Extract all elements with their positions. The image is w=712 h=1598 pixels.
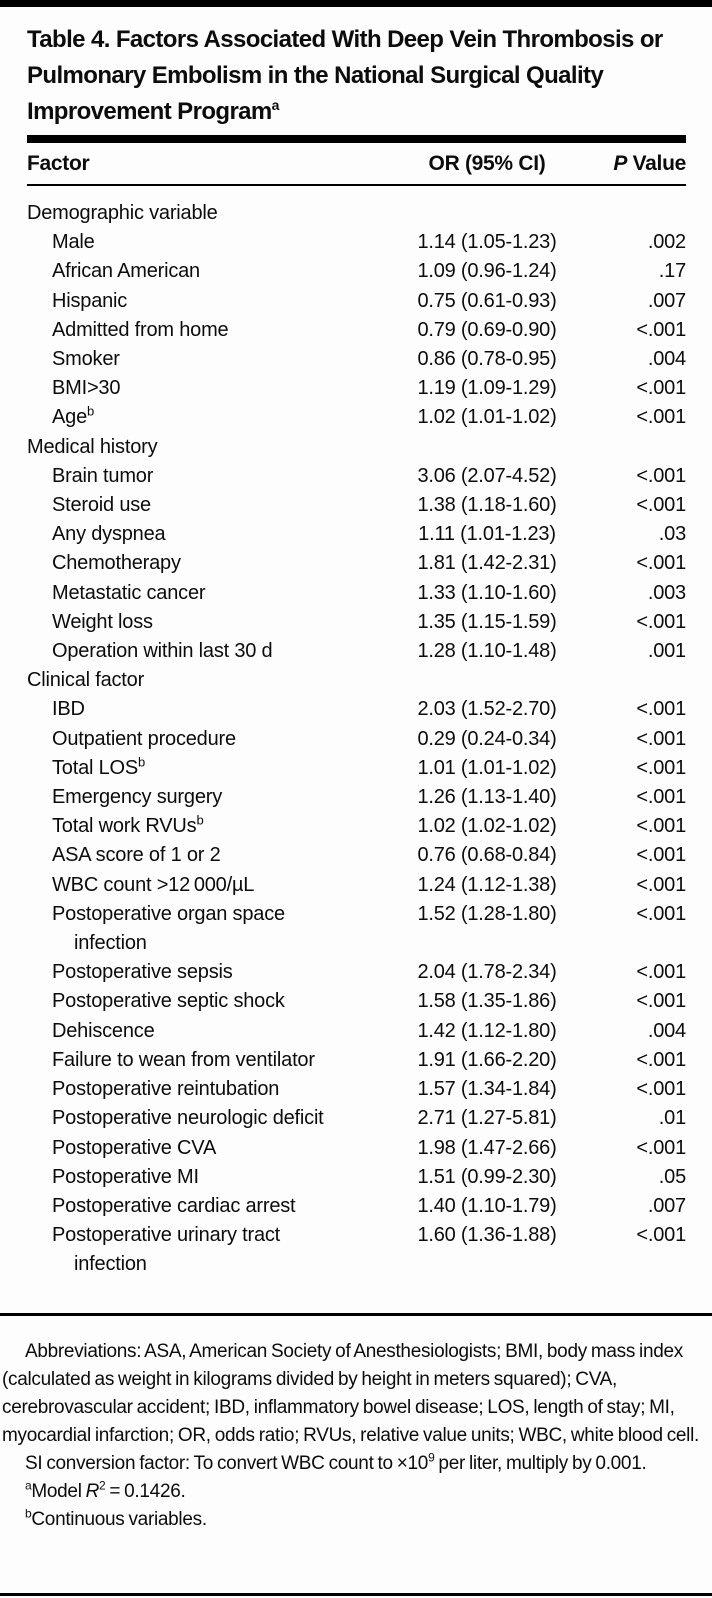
- table-row: [0, 287, 686, 316]
- p-value-cell: <.001: [636, 1078, 686, 1101]
- factor-cell: [0, 520, 380, 549]
- factor-label: Postoperative urinary tract: [52, 1224, 281, 1247]
- factor-cell: [0, 316, 380, 345]
- or-ci-cell: 1.57 (1.34-1.84): [417, 1078, 557, 1101]
- footnote-b-text: Continuous variables.: [31, 1509, 207, 1530]
- table-row: [0, 754, 686, 783]
- footnote-a-value: = 0.1426.: [105, 1481, 186, 1502]
- section-header-row: [0, 666, 686, 695]
- p-value-cell: <.001: [636, 464, 686, 487]
- factor-label: Demographic variable: [27, 202, 218, 224]
- abbreviations-note: Abbreviations: ASA, American Society of Anesthesiologists; BMI, body mass index (calculated as weight in kilograms divided by height in meters squared); CVA, cerebrovascular accident; IBD, inflammatory bowel disease; LOS, length of stay; MI, myocardial infarction; OR, odds ratio; RVUs, relative value units; WBC, white blood cell.: [2, 1341, 699, 1446]
- si-note-exponent: 9: [428, 1450, 435, 1465]
- factor-cell: [0, 637, 380, 666]
- factor-label: African American: [52, 260, 200, 283]
- factor-label: Postoperative sepsis: [52, 961, 233, 984]
- or-ci-cell: 3.06 (2.07-4.52): [417, 464, 557, 487]
- or-ci-cell: 1.28 (1.10-1.48): [417, 640, 557, 663]
- factor-label: Postoperative organ space: [52, 902, 285, 925]
- table-row: [0, 1134, 686, 1163]
- p-value-cell: <.001: [636, 1048, 686, 1071]
- table-row: [0, 1221, 686, 1279]
- p-value-cell: <.001: [636, 844, 686, 867]
- factor-cell: [0, 345, 380, 374]
- p-value-cell: .002: [647, 231, 686, 254]
- p-value-cell: <.001: [636, 873, 686, 896]
- table-row: [0, 1017, 686, 1046]
- p-value-cell: <.001: [636, 902, 686, 925]
- factor-cell: [0, 257, 380, 286]
- or-ci-cell: 2.04 (1.78-2.34): [417, 961, 557, 984]
- factor-label: Age: [52, 406, 87, 429]
- column-header-factor: Factor: [27, 151, 90, 175]
- factor-label: Postoperative CVA: [52, 1136, 217, 1159]
- factor-label: Smoker: [52, 348, 120, 371]
- table-body: [0, 186, 712, 1280]
- table-title-footnote-marker: a: [271, 97, 279, 113]
- factor-label: Medical history: [27, 435, 158, 458]
- or-ci-cell: 2.03 (1.52-2.70): [417, 698, 557, 721]
- factor-cell: [0, 987, 380, 1016]
- factor-label: Hispanic: [52, 289, 128, 312]
- factor-cell: [0, 1163, 380, 1192]
- table-row: [0, 1046, 686, 1075]
- table-row: [0, 491, 686, 520]
- factor-cell: [0, 1221, 380, 1279]
- table-row: [0, 695, 686, 724]
- p-value-cell: <.001: [636, 494, 686, 517]
- footnote-a-text: Model: [31, 1481, 86, 1502]
- column-header-p-value: [594, 152, 686, 176]
- factor-label: Chemotherapy: [52, 552, 181, 575]
- or-ci-cell: 1.38 (1.18-1.60): [417, 494, 557, 517]
- or-ci-cell: 1.35 (1.15-1.59): [417, 610, 557, 633]
- p-value-cell: .004: [647, 1019, 686, 1042]
- factor-footnote-marker: b: [138, 754, 146, 770]
- table-title-text: Table 4. Factors Associated With Deep Vein Thrombosis or Pulmonary Embolism in the National Surgical Quality Improvement Program: [27, 26, 663, 125]
- factor-cell: [0, 579, 380, 608]
- factor-label: Total LOS: [52, 756, 139, 779]
- or-ci-cell: 1.60 (1.36-1.88): [417, 1224, 557, 1247]
- table-row: [0, 900, 686, 958]
- factor-cell: [0, 491, 380, 520]
- table-row: [0, 841, 686, 870]
- factor-label: Metastatic cancer: [52, 581, 206, 604]
- or-ci-cell: 1.11 (1.01-1.23): [418, 523, 556, 546]
- p-value-cell: <.001: [636, 815, 686, 838]
- section-header-row: [0, 433, 686, 462]
- p-value-cell: <.001: [636, 1136, 686, 1159]
- p-value-cell: <.001: [636, 727, 686, 750]
- factor-label: Failure to wean from ventilator: [52, 1048, 315, 1071]
- factor-label: Admitted from home: [52, 318, 229, 341]
- table-row: [0, 257, 686, 286]
- factor-cell: [0, 783, 380, 812]
- factor-label: Postoperative reintubation: [52, 1078, 280, 1101]
- p-value-cell: .17: [658, 260, 686, 283]
- factor-label: Weight loss: [52, 610, 153, 633]
- p-value-cell: <.001: [636, 786, 686, 809]
- factor-label: Steroid use: [52, 494, 151, 517]
- factor-cell: [0, 287, 380, 316]
- factor-label: Postoperative neurologic deficit: [52, 1107, 324, 1130]
- table-row: [0, 812, 686, 841]
- or-ci-cell: 1.14 (1.05-1.23): [417, 231, 557, 254]
- factor-cell: [0, 871, 380, 900]
- table-header-row: [0, 143, 712, 184]
- p-value-cell: <.001: [636, 1224, 686, 1247]
- si-note-text: SI conversion factor: To convert WBC count to ×10: [25, 1453, 429, 1474]
- table-row: [0, 987, 686, 1016]
- factor-label: Operation within last 30 d: [52, 640, 273, 663]
- p-value-cell: .01: [658, 1107, 686, 1130]
- factor-label: Emergency surgery: [52, 786, 222, 809]
- or-ci-cell: 1.19 (1.09-1.29): [417, 377, 557, 400]
- factor-cell: [0, 900, 380, 958]
- table-row: [0, 871, 686, 900]
- table-row: [0, 228, 686, 257]
- factor-cell: [0, 1134, 380, 1163]
- table-row: [0, 1104, 686, 1133]
- si-conversion-note: [2, 1450, 710, 1478]
- p-value-cell: .003: [647, 581, 686, 604]
- factor-footnote-marker: b: [196, 812, 204, 828]
- p-value-cell: <.001: [636, 990, 686, 1013]
- or-ci-cell: 1.42 (1.12-1.80): [417, 1019, 557, 1042]
- or-ci-cell: 0.75 (0.61-0.93): [417, 289, 557, 312]
- or-ci-cell: 1.24 (1.12-1.38): [417, 873, 557, 896]
- section-header-row: [0, 199, 686, 228]
- factor-cell: [0, 841, 380, 870]
- p-value-cell: .05: [658, 1165, 686, 1188]
- or-ci-cell: 1.52 (1.28-1.80): [417, 902, 557, 925]
- table-row: [0, 783, 686, 812]
- or-ci-cell: 0.86 (0.78-0.95): [417, 348, 557, 371]
- factor-cell: [0, 228, 380, 257]
- factor-cell: [0, 199, 380, 228]
- p-value-cell: <.001: [636, 377, 686, 400]
- table-row: [0, 374, 686, 403]
- factor-cell: [0, 695, 380, 724]
- footnote-b: [2, 1506, 710, 1534]
- footnote-a-marker: a: [25, 1478, 32, 1493]
- factor-cell: [0, 754, 380, 783]
- factor-label: WBC count >12 000/µL: [52, 873, 255, 896]
- table-row: [0, 1192, 686, 1221]
- table-row: [0, 637, 686, 666]
- factor-cell: [0, 549, 380, 578]
- table-bottom-rule: [0, 1313, 712, 1316]
- or-ci-cell: 1.02 (1.02-1.02): [417, 815, 557, 838]
- footnote-a: [2, 1478, 710, 1506]
- factor-label: Any dyspnea: [52, 523, 166, 546]
- factor-cell: [0, 812, 380, 841]
- factor-footnote-marker: b: [87, 403, 95, 419]
- factor-cell: [0, 608, 380, 637]
- p-value-cell: .004: [647, 348, 686, 371]
- factor-cell: [0, 1075, 380, 1104]
- si-note-text-end: per liter, multiply by 0.001.: [434, 1453, 647, 1474]
- top-border-rule: [0, 0, 712, 7]
- factor-cell: [0, 1104, 380, 1133]
- footnotes-block: [2, 1338, 710, 1534]
- or-ci-cell: 0.79 (0.69-0.90): [417, 318, 557, 341]
- table-row: [0, 345, 686, 374]
- or-ci-cell: 1.40 (1.10-1.79): [417, 1194, 557, 1217]
- p-value-italic-p: P: [613, 151, 628, 175]
- or-ci-cell: 1.26 (1.13-1.40): [417, 786, 557, 809]
- factor-label: Postoperative septic shock: [52, 990, 285, 1013]
- factor-label: Male: [52, 231, 95, 254]
- or-ci-cell: 1.51 (0.99-2.30): [417, 1165, 557, 1188]
- p-value-cell: .03: [658, 523, 686, 546]
- factor-label-continuation: infection: [74, 1253, 147, 1276]
- column-header-or-ci: OR (95% CI): [428, 151, 546, 175]
- table-row: [0, 520, 686, 549]
- title-separator-rule: [27, 135, 686, 143]
- p-value-cell: <.001: [636, 610, 686, 633]
- table-row: [0, 316, 686, 345]
- factor-label: Brain tumor: [52, 464, 154, 487]
- factor-cell: [0, 1192, 380, 1221]
- table-row: [0, 1075, 686, 1104]
- table-row: [0, 579, 686, 608]
- table-row: [0, 608, 686, 637]
- or-ci-cell: 0.29 (0.24-0.34): [417, 727, 557, 750]
- table-title: [27, 22, 687, 130]
- factor-label: BMI>30: [52, 377, 121, 400]
- or-ci-cell: 1.09 (0.96-1.24): [417, 260, 557, 283]
- p-value-cell: <.001: [636, 961, 686, 984]
- p-value-rest: Value: [627, 151, 686, 175]
- factor-label: Outpatient procedure: [52, 727, 236, 750]
- footnote-a-r-exponent: 2: [99, 1478, 106, 1493]
- p-value-cell: <.001: [636, 406, 686, 429]
- p-value-cell: <.001: [636, 318, 686, 341]
- table-row: [0, 958, 686, 987]
- or-ci-cell: 1.58 (1.35-1.86): [417, 990, 557, 1013]
- or-ci-cell: 1.91 (1.66-2.20): [417, 1048, 557, 1071]
- factor-label-continuation: infection: [74, 932, 147, 955]
- footnote-a-r-variable: R: [85, 1481, 100, 1502]
- p-value-cell: .001: [647, 640, 686, 663]
- footnote-b-marker: b: [25, 1506, 32, 1521]
- p-value-cell: <.001: [636, 756, 686, 779]
- factor-cell: [0, 958, 380, 987]
- factor-label: Dehiscence: [52, 1019, 155, 1042]
- factor-label: ASA score of 1 or 2: [52, 844, 221, 867]
- or-ci-cell: 1.81 (1.42-2.31): [417, 552, 557, 575]
- or-ci-cell: 1.33 (1.10-1.60): [417, 581, 557, 604]
- table-row: [0, 725, 686, 754]
- factor-cell: [0, 403, 380, 432]
- factor-label: Postoperative MI: [52, 1165, 199, 1188]
- factor-label: Postoperative cardiac arrest: [52, 1194, 296, 1217]
- factor-label: IBD: [52, 698, 85, 721]
- or-ci-cell: 2.71 (1.27-5.81): [417, 1107, 557, 1130]
- or-ci-cell: 0.76 (0.68-0.84): [417, 844, 557, 867]
- p-value-cell: <.001: [636, 698, 686, 721]
- factor-cell: [0, 1046, 380, 1075]
- table-row: [0, 1163, 686, 1192]
- factor-label: Total work RVUs: [52, 815, 197, 838]
- factor-cell: [0, 725, 380, 754]
- factor-cell: [0, 433, 380, 462]
- table-row: [0, 403, 686, 432]
- factor-label: Clinical factor: [27, 669, 145, 692]
- factor-cell: [0, 462, 380, 491]
- factor-cell: [0, 666, 380, 695]
- or-ci-cell: 1.02 (1.01-1.02): [417, 406, 557, 429]
- bottom-border-rule: [0, 1593, 712, 1596]
- factor-cell: [0, 374, 380, 403]
- or-ci-cell: 1.01 (1.01-1.02): [417, 756, 557, 779]
- table-row: [0, 549, 686, 578]
- factor-cell: [0, 1017, 380, 1046]
- p-value-cell: .007: [647, 1194, 686, 1217]
- or-ci-cell: 1.98 (1.47-2.66): [417, 1136, 557, 1159]
- table-row: [0, 462, 686, 491]
- p-value-cell: <.001: [636, 552, 686, 575]
- p-value-cell: .007: [647, 289, 686, 312]
